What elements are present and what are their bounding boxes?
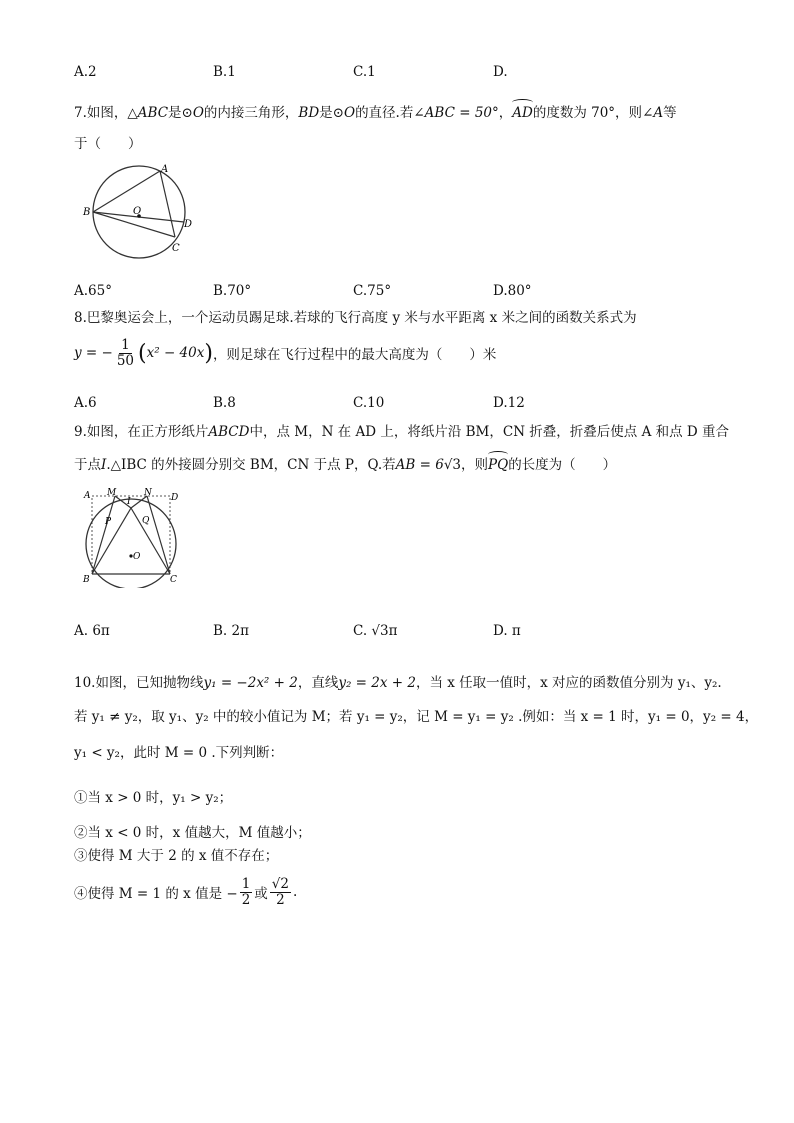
q9-label-m: M (107, 488, 117, 498)
q10-statement-1: ①当 x > 0 时，y₁ > y₂； (74, 790, 233, 806)
q6-option-c: C.1 (353, 64, 376, 80)
q7-label-o: O (133, 206, 142, 217)
q6-option-d: D. (493, 64, 508, 80)
q9-segment-ci (131, 508, 170, 574)
q9-label-a: A (84, 491, 91, 501)
q7-option-b: B.70° (213, 283, 252, 299)
q9-segment-bi (92, 508, 131, 574)
q7-option-d: D.80° (493, 283, 532, 299)
q9-stem-line2: 于点I.△IBC 的外接圆分别交 BM，CN 于点 P，Q.若AB = 6√3，则PQ的长度为（ ） (74, 457, 617, 473)
q8-stem-line2: y = − $\frac{1}{50}$ ( x² − 40x ) ，则足球在飞行过程中的最大高度为（ ）米 (74, 337, 497, 369)
q7-figure (80, 163, 200, 263)
q6-option-b: B.1 (213, 64, 236, 80)
q9-figure (80, 486, 182, 588)
q9-label-o: O (133, 552, 141, 562)
q9-circumcircle (86, 499, 176, 588)
q9-label-p: P (105, 517, 112, 527)
q10-fraction-half: $\frac{1}{2}$ (241, 876, 251, 908)
q8-stem-line1: 8.巴黎奥运会上，一个运动员踢足球.若球的飞行高度 y 米与水平距离 x 米之间的函数关系式为 (74, 310, 637, 326)
q9-label-n: N (144, 488, 152, 498)
q9-option-d: D. π (493, 623, 521, 639)
q9-label-q: Q (142, 516, 150, 526)
q8-option-a: A.6 (74, 395, 97, 411)
q8-eq-lhs: y = − (74, 345, 113, 362)
q9-stem-line1: 9.如图，在正方形纸片ABCD中，点 M，N 在 AD 上，将纸片沿 BM，CN 折叠，折叠后使点 A 和点 D 重合 (74, 424, 730, 440)
q9-label-d: D (171, 493, 179, 503)
q10-statement-4: ④使得 M = 1 的 x 值是 − $\frac{1}{2}$ 或 $\frac{√2}{2}$ . (74, 876, 298, 908)
q7-option-c: C.75° (353, 283, 392, 299)
q6-option-a: A.2 (74, 64, 97, 80)
q10-stem-line3: y₁ < y₂，此时 M = 0 .下列判断： (74, 745, 284, 761)
q7-segment-ba (93, 171, 160, 212)
q9-option-b: B. 2π (213, 623, 249, 639)
arc-ad: AD (512, 105, 533, 121)
q10-stem-line1: 10.如图，已知抛物线y₁ = −2x² + 2，直线y₂ = 2x + 2，当 x 任取一值时，x 对应的函数值分别为 y₁、y₂. (74, 675, 722, 691)
q10-stem-line2: 若 y₁ ≠ y₂，取 y₁、y₂ 中的较小值记为 M；若 y₁ = y₂，记 M = y₁ = y₂ .例如：当 x = 1 时，y₁ = 0，y₂ = 4， (74, 709, 759, 725)
q8-option-c: C.10 (353, 395, 385, 411)
q9-option-a: A. 6π (74, 623, 110, 639)
q7-label-c: C (172, 243, 180, 254)
q7-stem-line1: 7.如图，△ABC是⊙O的内接三角形，BD是⊙O的直径.若∠ABC = 50°，AD的度数为 70°，则∠A等 (74, 105, 677, 121)
q9-label-c: C (170, 575, 177, 585)
q9-label-i: I (127, 497, 131, 507)
q8-eq-body: x² − 40x (146, 345, 205, 362)
q7-label-d: D (184, 219, 193, 230)
q8-option-d: D.12 (493, 395, 525, 411)
q10-fraction-root2: $\frac{√2}{2}$ (271, 876, 289, 908)
q7-label-a: A (161, 164, 169, 175)
q10-statement-3: ③使得 M 大于 2 的 x 值不存在； (74, 848, 279, 864)
arc-pq: PQ (488, 457, 509, 473)
q8-option-b: B.8 (213, 395, 236, 411)
q10-statement-2: ②当 x < 0 时，x 值越大，M 值越小； (74, 825, 311, 841)
q9-label-b: B (83, 575, 90, 585)
q7-label-b: B (83, 207, 91, 218)
q9-option-c: C. √3π (353, 623, 398, 639)
q7-option-a: A.65° (74, 283, 112, 299)
q7-stem-line2: 于（ ） (74, 136, 142, 152)
q8-fraction: $\frac{1}{50}$ (116, 337, 135, 369)
